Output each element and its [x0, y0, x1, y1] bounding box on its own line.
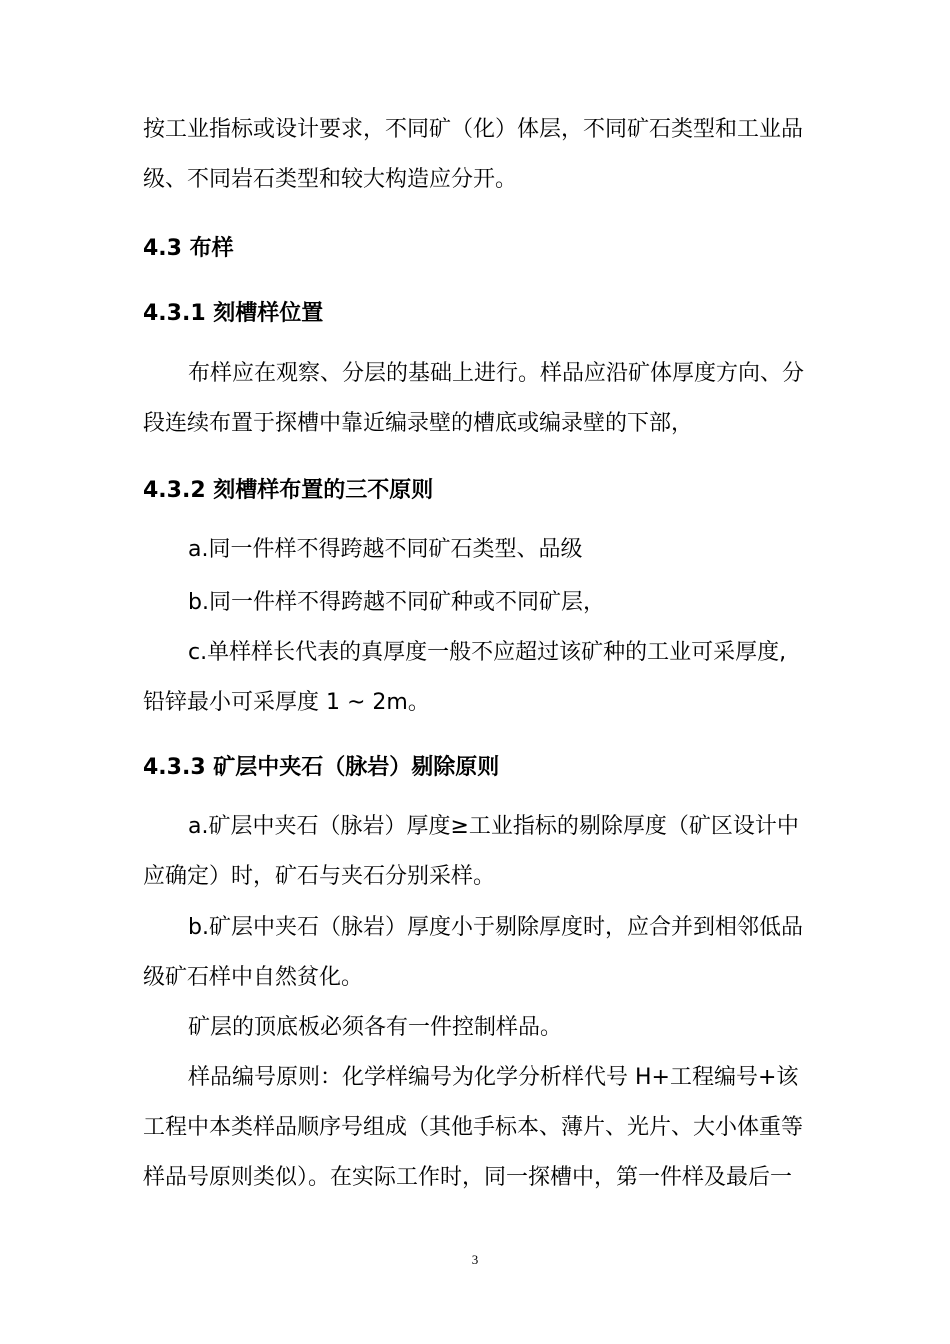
section-4-3-2-item-c-line-2: 铅锌最小可采厚度 1 ~ 2m。	[143, 690, 430, 715]
intro-line-1: 按工业指标或设计要求，不同矿（化）体层，不同矿石类型和工业品	[143, 117, 804, 142]
section-4-3-1-heading: 4.3.1 刻槽样位置	[143, 301, 324, 326]
page-number: 3	[471, 1252, 479, 1267]
section-4-3-3-item-b-line-1: b.矿层中夹石（脉岩）厚度小于剔除厚度时，应合并到相邻低品	[188, 915, 803, 940]
section-4-3-3-item-b-line-2: 级矿石样中自然贫化。	[143, 965, 364, 990]
section-4-3-3-item-a-line-1: a.矿层中夹石（脉岩）厚度≥工业指标的剔除厚度（矿区设计中	[188, 814, 799, 839]
section-4-3-1-line-2: 段连续布置于探槽中靠近编录壁的槽底或编录壁的下部，	[143, 411, 694, 436]
section-4-3-2-item-a: a.同一件样不得跨越不同矿石类型、品级	[188, 537, 583, 562]
section-4-3-3-heading: 4.3.3 矿层中夹石（脉岩）剔除原则	[143, 755, 500, 780]
section-4-3-2-item-b: b.同一件样不得跨越不同矿种或不同矿层，	[188, 590, 605, 615]
section-4-3-3-para-1: 矿层的顶底板必须各有一件控制样品。	[188, 1015, 563, 1040]
section-4-3-3-para-2-line-1: 样品编号原则：化学样编号为化学分析样代号 H+工程编号+该	[188, 1065, 799, 1090]
section-4-3-3-para-2-line-2: 工程中本类样品顺序号组成（其他手标本、薄片、光片、大小体重等	[143, 1115, 804, 1140]
section-4-3-3-item-a-line-2: 应确定）时，矿石与夹石分别采样。	[143, 864, 496, 889]
intro-line-2: 级、不同岩石类型和较大构造应分开。	[143, 167, 518, 192]
section-4-3-2-item-c-line-1: c.单样样长代表的真厚度一般不应超过该矿种的工业可采厚度,	[188, 640, 787, 665]
section-4-3-1-line-1: 布样应在观察、分层的基础上进行。样品应沿矿体厚度方向、分	[188, 361, 805, 386]
section-4-3-3-para-2-line-3: 样品号原则类似）。在实际工作时，同一探槽中，第一件样及最后一	[143, 1165, 793, 1190]
section-4-3-2-heading: 4.3.2 刻槽样布置的三不原则	[143, 478, 434, 503]
section-4-3-heading: 4.3 布样	[143, 236, 234, 261]
